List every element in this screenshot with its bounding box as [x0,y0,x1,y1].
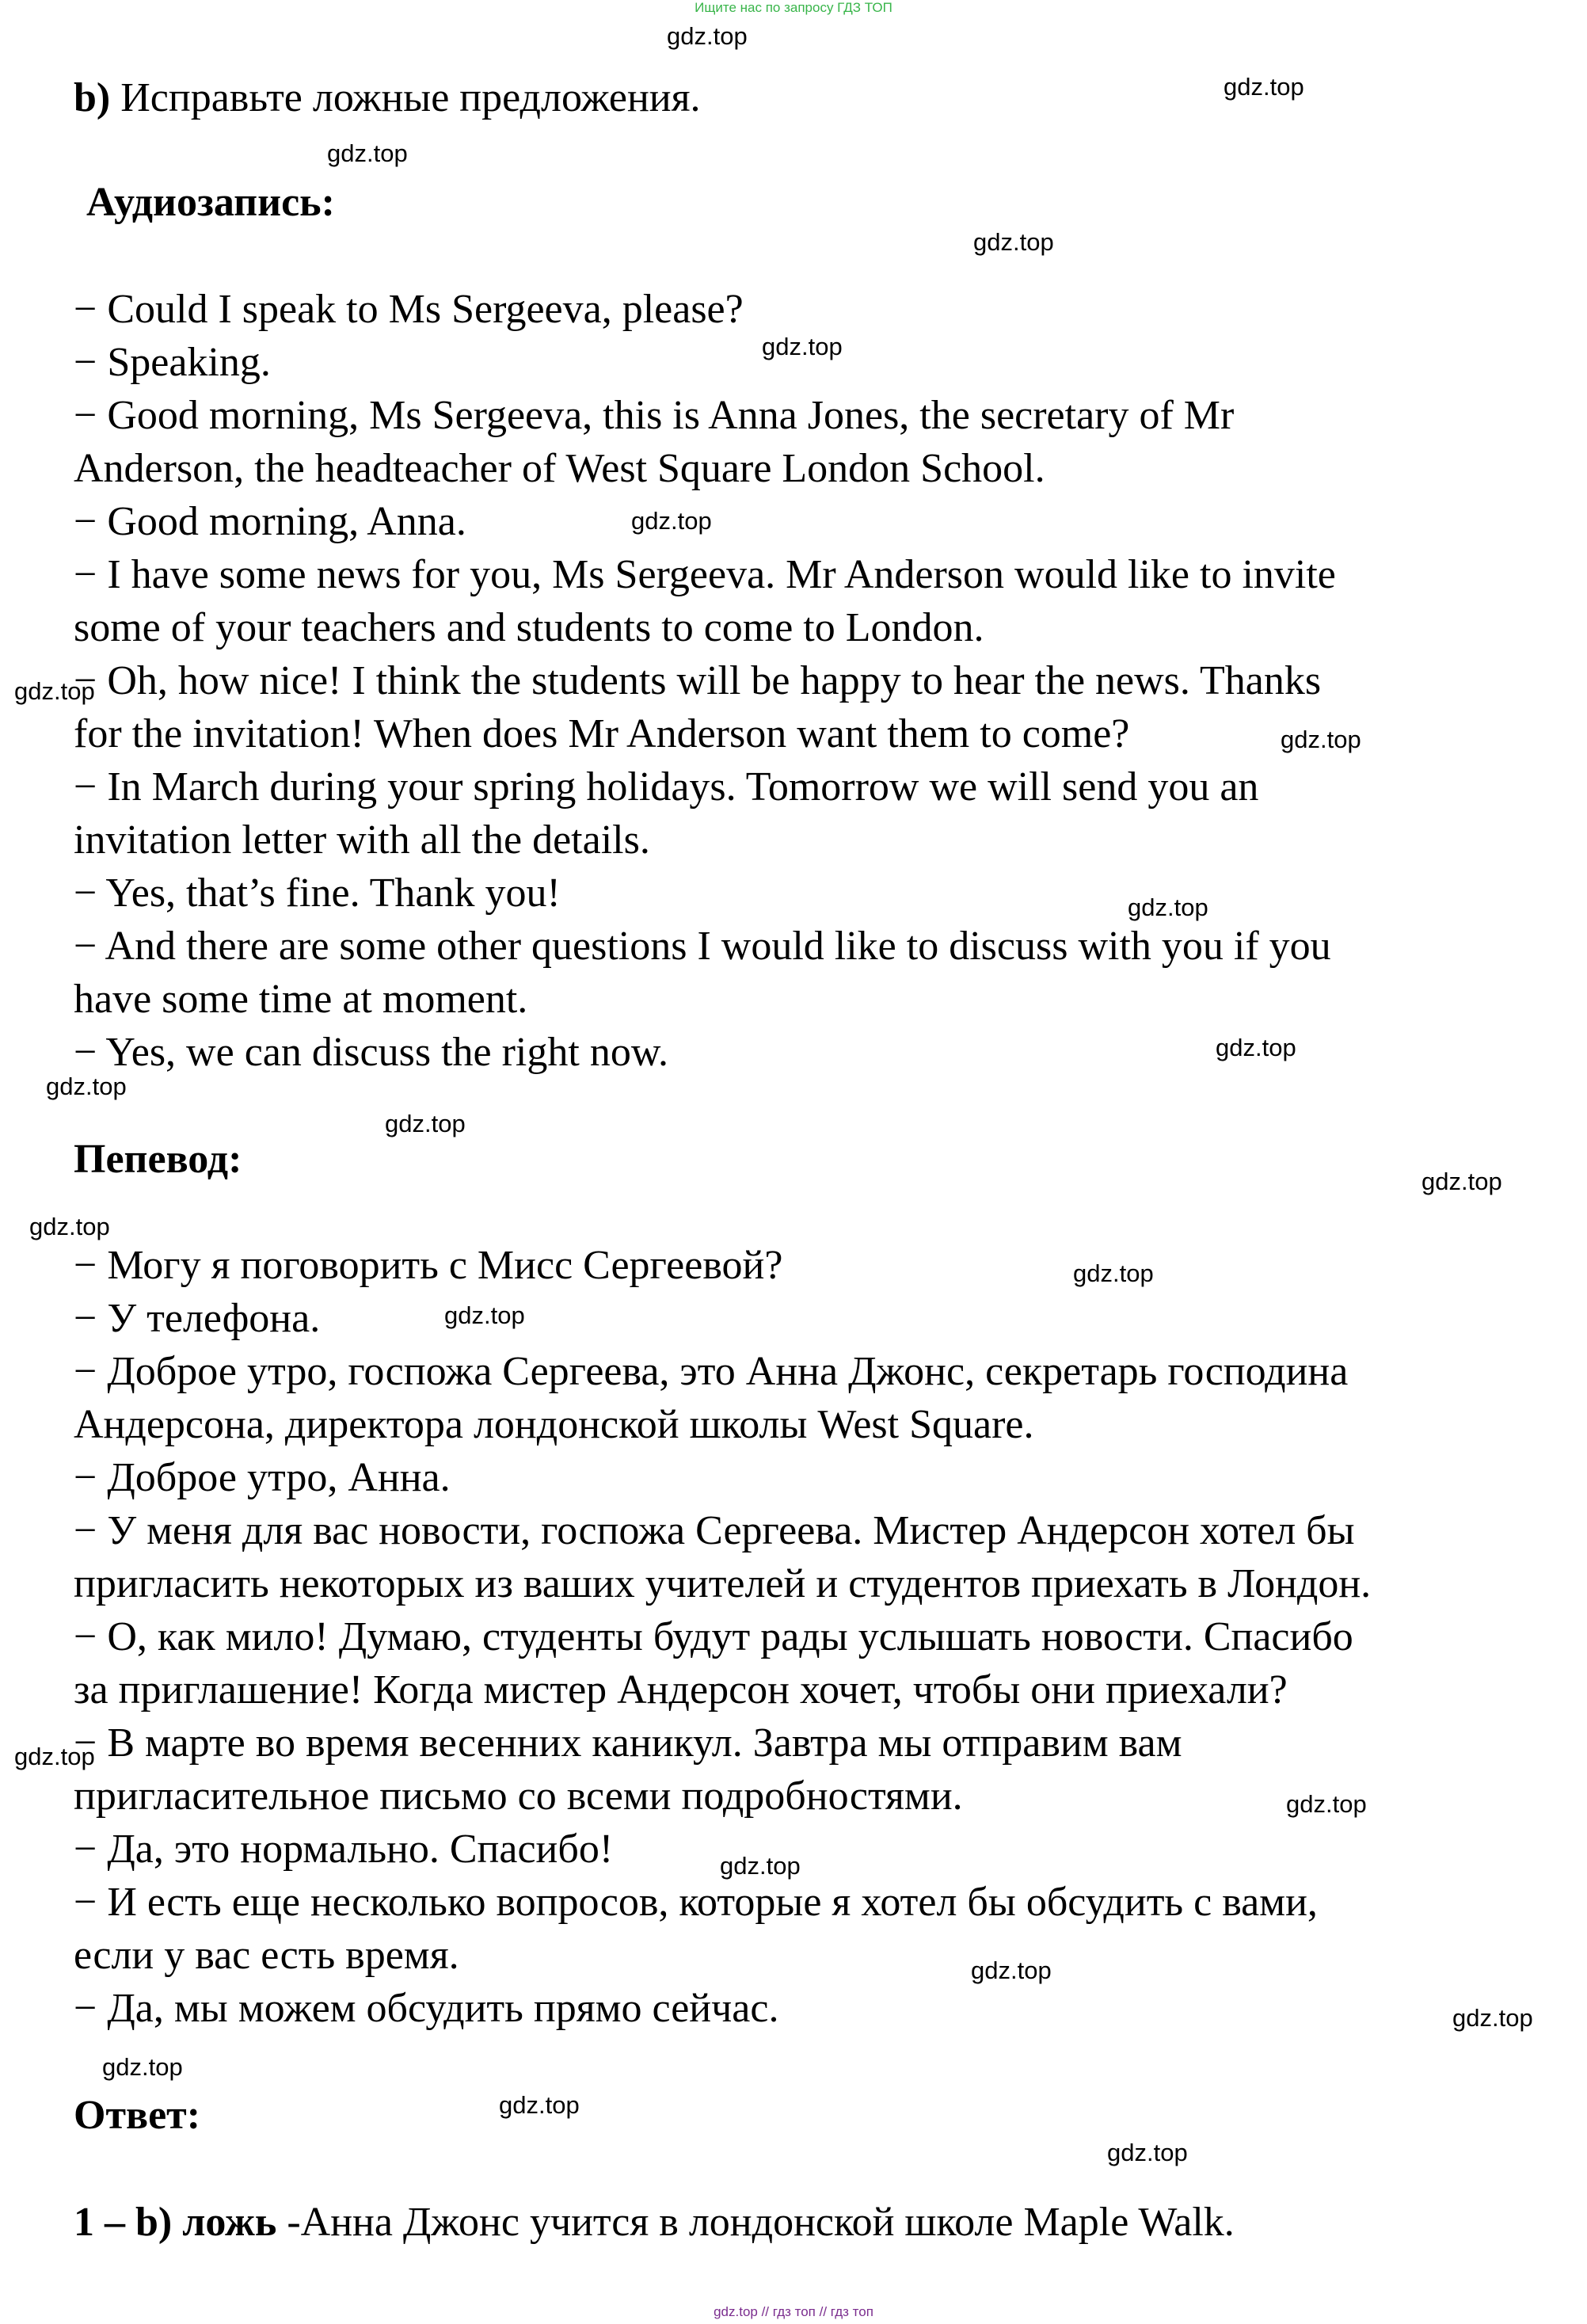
task-instruction [74,71,701,124]
translation-line: − Могу я поговорить с Мисс Сергеевой? [74,1243,783,1288]
watermark: gdz.top [667,22,748,50]
watermark: gdz.top [971,1956,1052,1984]
footer-watermark: gdz.top // гдз топ // гдз топ [714,2304,873,2319]
task-label: b) [74,75,111,120]
translation-line: − Доброе утро, Анна. [74,1455,451,1500]
watermark: gdz.top [14,677,95,705]
task-text: Исправьте ложные предложения. [110,75,701,120]
watermark: gdz.top [720,1852,801,1880]
translation-line: − И есть еще несколько вопросов, которые я хотел бы обсудить с вами, [74,1880,1318,1925]
answer-text: -Анна Джонс учится в лондонской школе Maple Walk. [276,2200,1235,2245]
answer-label: 1 – b) ложь [74,2200,277,2245]
audio-line: invitation letter with all the details. [74,817,650,863]
audio-line: − I have some news for you, Ms Sergeeva. Mr Anderson would like to invite [74,552,1336,597]
translation-line: − Да, это нормально. Спасибо! [74,1827,614,1872]
audio-line: − Speaking. [74,340,271,385]
audio-line: − And there are some other questions I would like to discuss with you if you [74,924,1331,969]
watermark: gdz.top [1128,893,1208,921]
top-banner: Ищите нас по запросу ГДЗ ТОП [695,0,892,15]
watermark: gdz.top [1286,1790,1367,1818]
translation-line: Андерсона, директора лондонской школы West Square. [74,1402,1034,1447]
translation-line: − Доброе утро, госпожа Сергеева, это Анна Джонс, секретарь господина [74,1349,1349,1394]
watermark: gdz.top [29,1213,110,1240]
watermark: gdz.top [499,2091,580,2119]
watermark: gdz.top [1421,1168,1502,1195]
audio-line: Anderson, the headteacher of West Square London School. [74,446,1045,491]
watermark: gdz.top [1073,1259,1154,1287]
watermark: gdz.top [1107,2139,1188,2166]
audio-line: − In March during your spring holidays. Tomorrow we will send you an [74,764,1259,810]
watermark: gdz.top [385,1110,466,1137]
translation-line: − О, как мило! Думаю, студенты будут рады услышать новости. Спасибо [74,1614,1353,1659]
watermark: gdz.top [14,1743,95,1770]
answer-heading: Ответ: [74,2093,201,2138]
watermark: gdz.top [1216,1034,1296,1061]
translation-line: пригласить некоторых из ваших учителей и студентов приехать в Лондон. [74,1561,1372,1606]
audio-line: − Good morning, Anna. [74,499,466,544]
answer-line [74,2196,1235,2249]
translation-line: − У меня для вас новости, госпожа Сергеева. Мистер Андерсон хотел бы [74,1508,1355,1553]
audio-line: − Yes, that’s fine. Thank you! [74,871,561,916]
audio-line: have some time at moment. [74,977,528,1022]
watermark: gdz.top [1452,2004,1533,2032]
translation-line: за приглашение! Когда мистер Андерсон хочет, чтобы они приехали? [74,1667,1288,1713]
watermark: gdz.top [102,2053,183,2081]
audio-line: − Yes, we can discuss the right now. [74,1030,669,1075]
watermark: gdz.top [46,1072,127,1100]
watermark: gdz.top [327,139,408,167]
audio-line: for the invitation! When does Mr Anderson want them to come? [74,711,1130,756]
translation-heading: Пепевод: [74,1137,242,1182]
audio-line: − Oh, how nice! I think the students will be happy to hear the news. Thanks [74,658,1322,703]
translation-line: − Да, мы можем обсудить прямо сейчас. [74,1986,779,2031]
translation-line: если у вас есть время. [74,1933,459,1978]
watermark: gdz.top [762,333,843,360]
translation-line: − У телефона. [74,1296,321,1341]
translation-line: − В марте во время весенних каникул. Завтра мы отправим вам [74,1720,1182,1766]
audio-line: − Good morning, Ms Sergeeva, this is Anna Jones, the secretary of Mr [74,393,1235,438]
watermark: gdz.top [631,507,712,535]
audio-heading: Аудиозапись: [86,180,335,225]
watermark: gdz.top [1281,726,1361,753]
translation-line: пригласительное письмо со всеми подробностями. [74,1773,963,1819]
watermark: gdz.top [444,1301,525,1329]
watermark: gdz.top [1224,73,1304,101]
audio-line: some of your teachers and students to come to London. [74,605,984,650]
audio-line: − Could I speak to Ms Sergeeva, please? [74,287,744,332]
watermark: gdz.top [973,228,1054,256]
